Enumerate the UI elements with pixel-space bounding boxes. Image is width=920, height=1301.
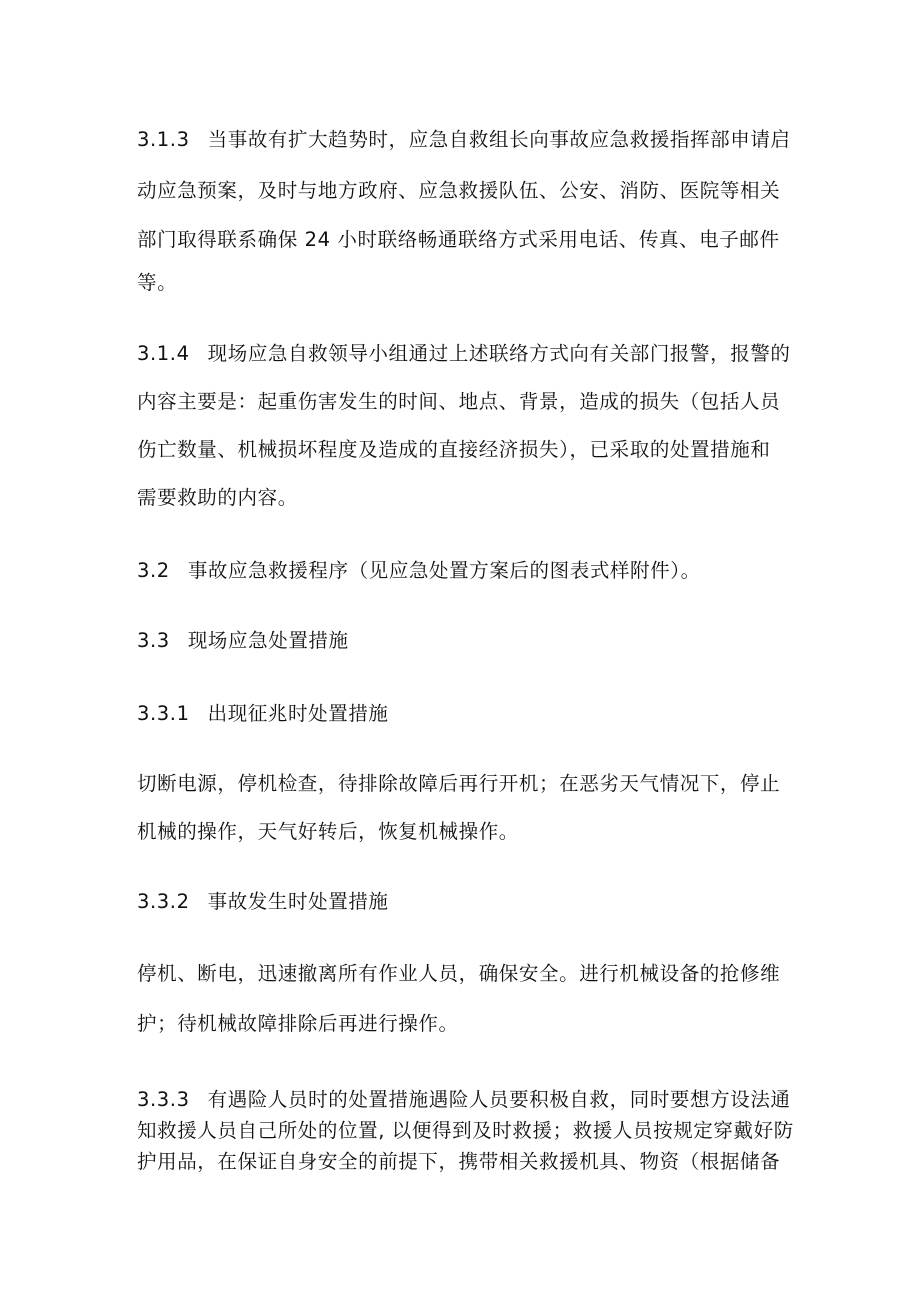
text-line: 护用品，在保证自身安全的前提下，携带相关救援机具、物资（根据储备 (137, 1150, 781, 1173)
section-number: 3.2 (137, 559, 170, 582)
text-line: 等。 (137, 271, 178, 294)
text-line: 护；待机械故障排除后再进行操作。 (137, 1012, 459, 1035)
text-line: 伤亡数量、机械损坏程度及造成的直接经济损失），已采取的处置措施和 (137, 438, 771, 461)
text-line: 3.3.2 事故发生时处置措施 (137, 890, 389, 913)
text-line: 3.1.4 现场应急自救领导小组通过上述联络方式向有关部门报警，报警的 (137, 342, 791, 365)
text-line: 机械的操作，天气好转后，恢复机械操作。 (137, 820, 519, 843)
section-number: 3.3.2 (137, 890, 190, 913)
text-line: 停机、断电，迅速撤离所有作业人员，确保安全。进行机械设备的抢修维 (137, 962, 781, 985)
section-number: 3.3 (137, 629, 170, 652)
section-number: 3.1.3 (137, 128, 190, 151)
text-line: 3.3 现场应急处置措施 (137, 629, 349, 652)
text-line: 3.1.3 当事故有扩大趋势时，应急自救组长向事故应急救援指挥部申请启 (137, 128, 791, 151)
text-line: 3.2 事故应急救援程序（见应急处置方案后的图表式样附件）。 (137, 559, 701, 582)
text-line: 内容主要是：起重伤害发生的时间、地点、背景，造成的损失（包括人员 (137, 390, 781, 413)
section-number: 3.1.4 (137, 342, 190, 365)
text-line: 3.3.1 出现征兆时处置措施 (137, 702, 389, 725)
text-line: 动应急预案，及时与地方政府、应急救援队伍、公安、消防、医院等相关 (137, 179, 781, 202)
text-line: 切断电源，停机检查，待排除故障后再行开机；在恶劣天气情况下，停止 (137, 772, 781, 795)
text-line: 需要救助的内容。 (137, 486, 298, 509)
text-line: 知救援人员自己所处的位置, 以便得到及时救援；救援人员按规定穿戴好防 (137, 1119, 794, 1142)
text-line: 3.3.3 有遇险人员时的处置措施遇险人员要积极自救，同时要想方设法通 (137, 1088, 791, 1111)
text-line: 部门取得联系确保 24 小时联络畅通联络方式采用电话、传真、电子邮件 (137, 228, 780, 251)
section-number: 3.3.1 (137, 702, 190, 725)
section-number: 3.3.3 (137, 1088, 190, 1111)
